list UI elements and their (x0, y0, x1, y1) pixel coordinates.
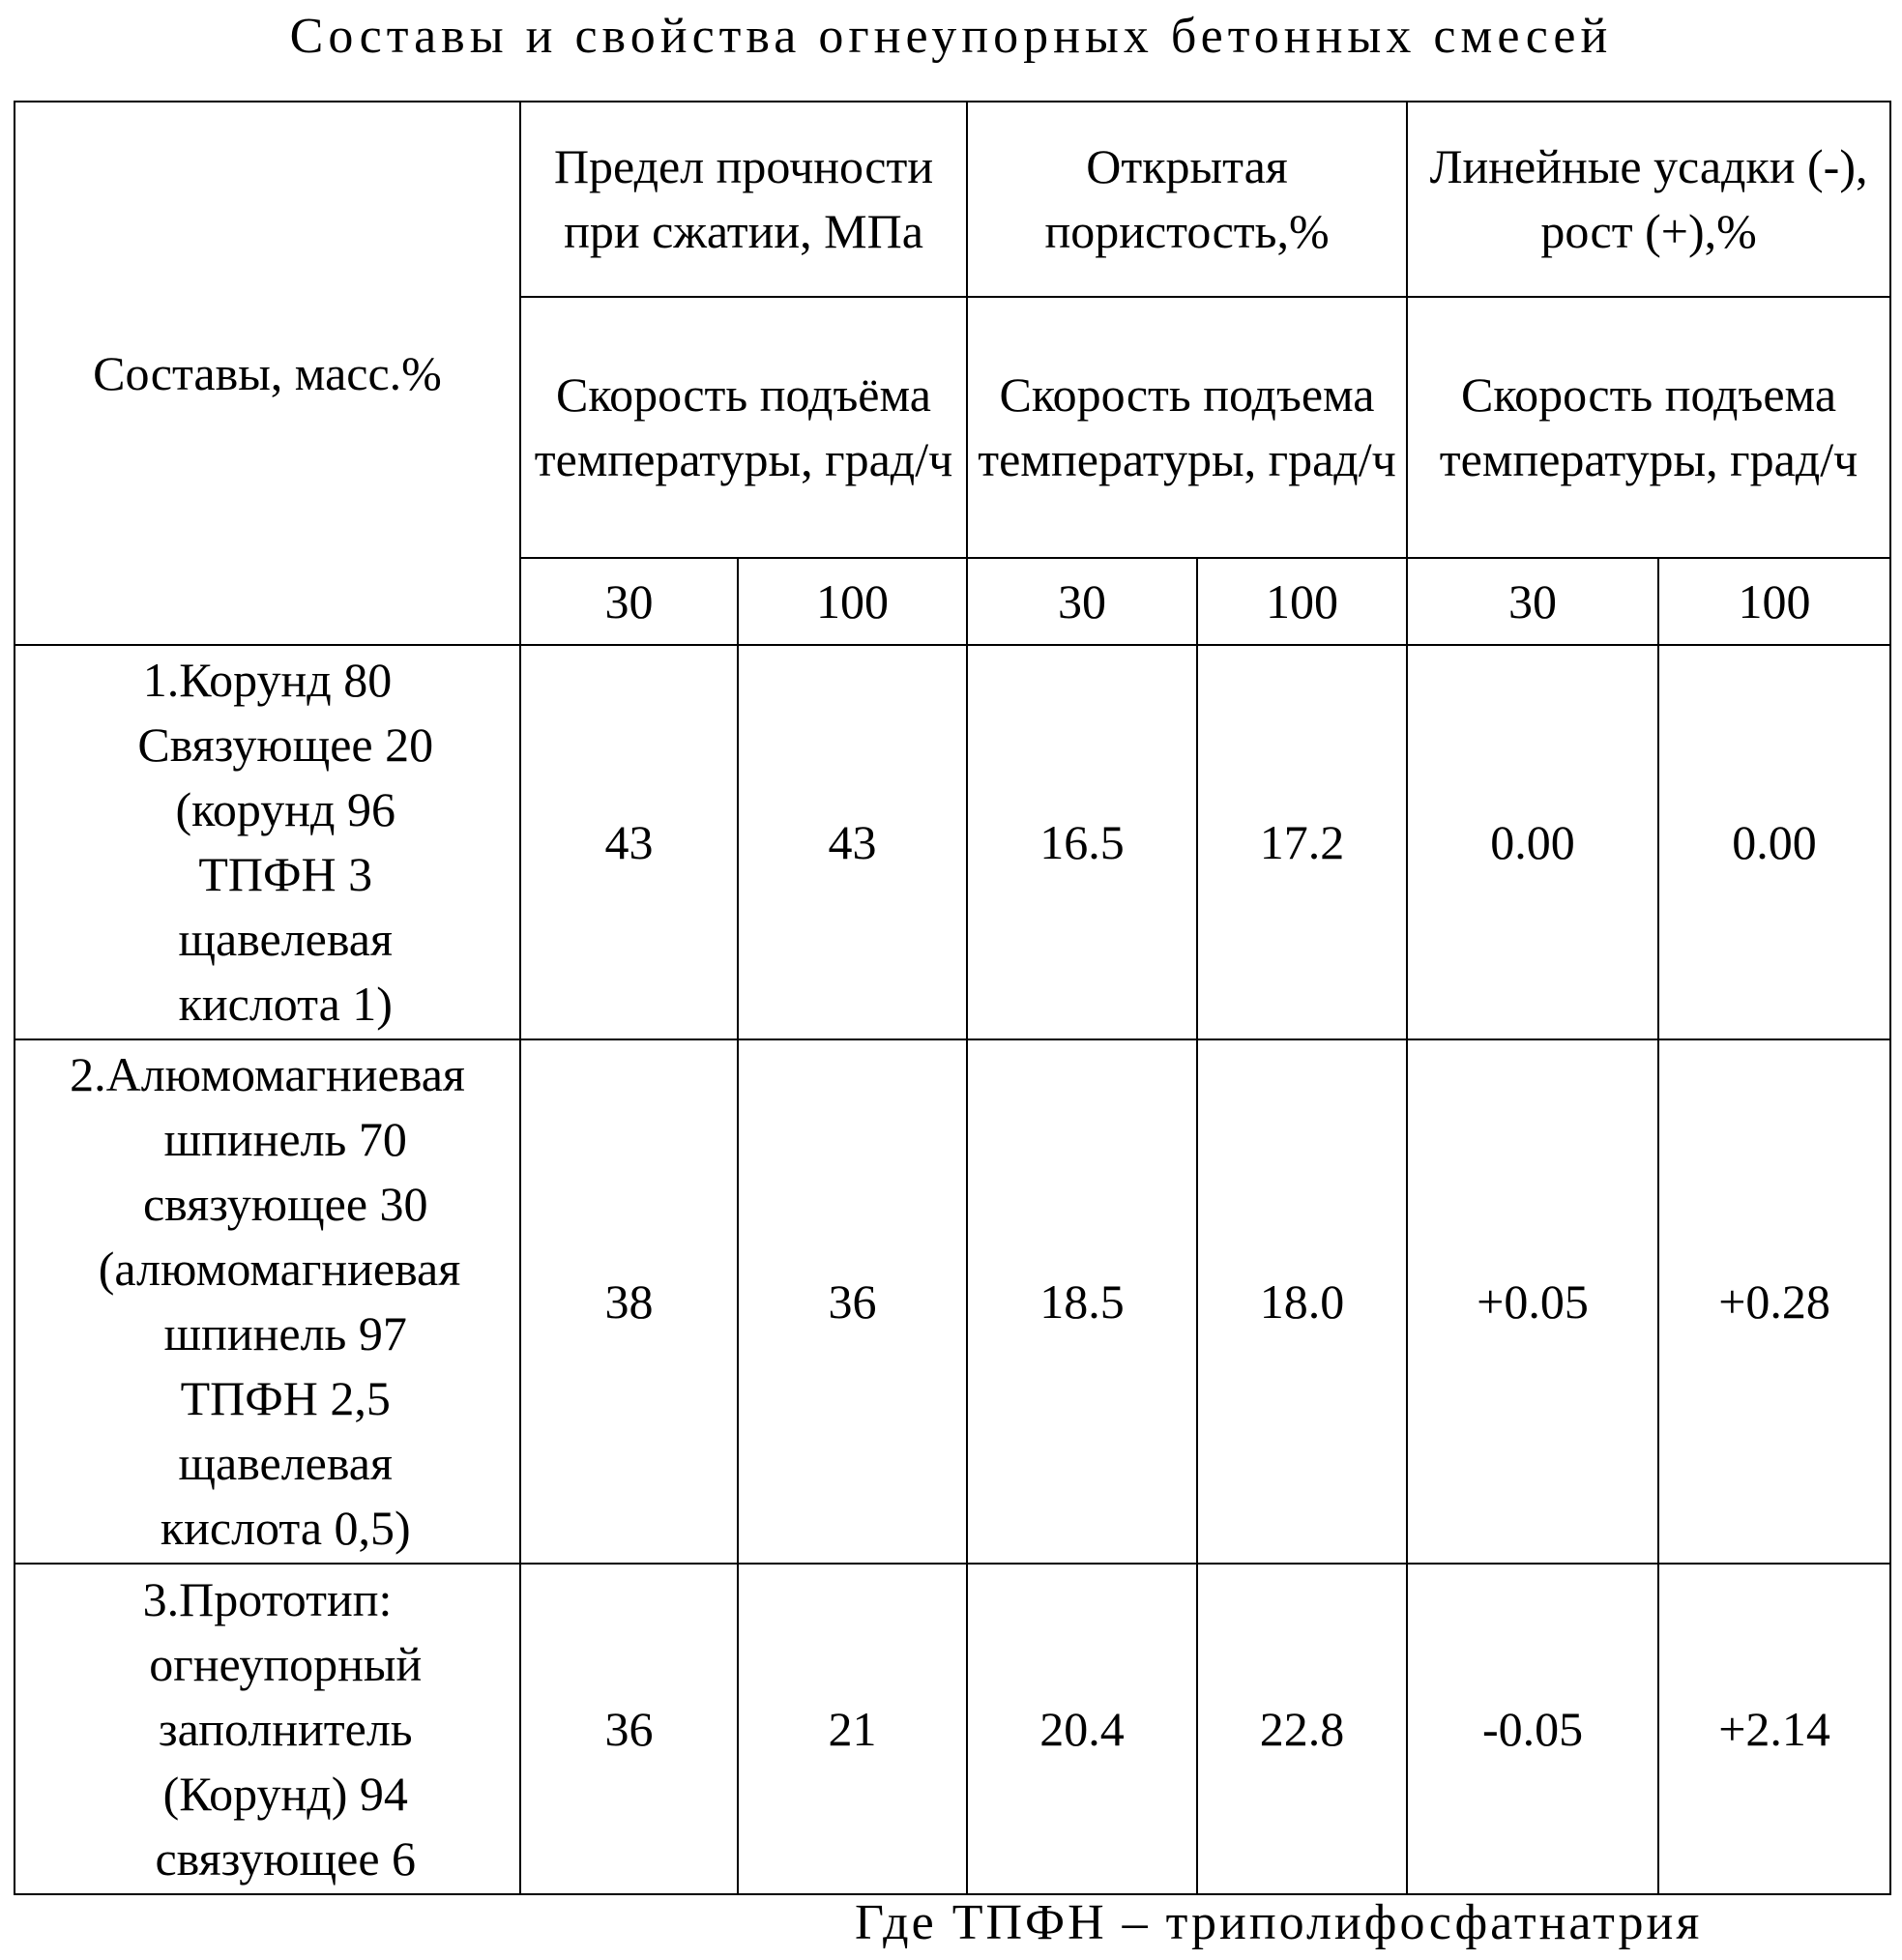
header-rate-shrinkage: Скорость подъема температуры, град/ч (1407, 297, 1890, 558)
header-rate-strength: Скорость подъёма температуры, град/ч (520, 297, 967, 558)
value-cell: 22.8 (1197, 1564, 1407, 1894)
composition-cell (15, 1039, 520, 1564)
header-rate-porosity: Скорость подъема температуры, град/ч (967, 297, 1407, 558)
document-title: Составы и свойства огнеупорных бетонных смесей (289, 9, 1613, 64)
rate-cell: 30 (520, 558, 738, 645)
value-cell: 38 (520, 1039, 738, 1564)
header-strength: Предел прочности при сжатии, МПа (520, 102, 967, 297)
rate-cell: 100 (738, 558, 967, 645)
composition-text: 1.Корунд 80 Связующее 20 (корунд 96 ТПФН 3 щавелевая кислота 1) (137, 653, 434, 1031)
table-row (15, 1039, 1890, 1564)
value-cell: 18.5 (967, 1039, 1197, 1564)
value-cell: 43 (520, 645, 738, 1039)
composition-text: 2.Алюмомагниевая шпинель 70 связующее 30 (алюмомагниевая шпинель 97 ТПФН 2,5 щавелевая кислота 0,5) (70, 1047, 465, 1555)
value-cell: 17.2 (1197, 645, 1407, 1039)
value-cell: +0.28 (1658, 1039, 1890, 1564)
value-cell: -0.05 (1407, 1564, 1658, 1894)
value-cell: +0.05 (1407, 1039, 1658, 1564)
composition-cell (15, 645, 520, 1039)
properties-table (14, 101, 1891, 1895)
table-row (15, 1564, 1890, 1894)
value-cell: 36 (738, 1039, 967, 1564)
header-row-groups (15, 102, 1890, 297)
rate-cell: 30 (1407, 558, 1658, 645)
value-cell: +2.14 (1658, 1564, 1890, 1894)
value-cell: 43 (738, 645, 967, 1039)
composition-cell (15, 1564, 520, 1894)
value-cell: 36 (520, 1564, 738, 1894)
rate-cell: 100 (1658, 558, 1890, 645)
value-cell: 21 (738, 1564, 967, 1894)
rate-cell: 100 (1197, 558, 1407, 645)
value-cell: 0.00 (1658, 645, 1890, 1039)
table-row (15, 645, 1890, 1039)
composition-text: 3.Прототип: огнеупорный заполнитель (Корунд) 94 связующее 6 (142, 1571, 423, 1886)
header-porosity: Открытая пористость,% (967, 102, 1407, 297)
value-cell: 18.0 (1197, 1039, 1407, 1564)
footnote: Где ТПФН – триполифосфатнатрия (855, 1895, 1703, 1950)
value-cell: 0.00 (1407, 645, 1658, 1039)
value-cell: 16.5 (967, 645, 1197, 1039)
header-shrinkage: Линейные усадки (-), рост (+),% (1407, 102, 1890, 297)
rate-cell: 30 (967, 558, 1197, 645)
header-composition: Составы, масс.% (15, 102, 520, 645)
value-cell: 20.4 (967, 1564, 1197, 1894)
